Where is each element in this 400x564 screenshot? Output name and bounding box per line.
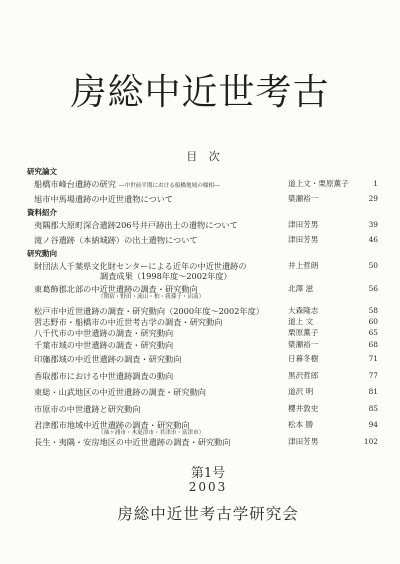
journal-title: 房総中近世考古 [70,72,330,113]
toc-entry [0,420,400,436]
entry-author: 栗原薫子 [288,328,319,337]
entry-title: 千葉市域の中世遺跡の調査・研究動向 [34,340,174,350]
entry-page: 46 [368,235,378,244]
entry-page: 56 [368,284,378,293]
entry-page: 102 [363,437,378,446]
entry-page: 1 [373,179,378,188]
entry-page: 77 [368,371,378,380]
entry-author: 北澤 滋 [288,284,314,293]
entry-author: 津田芳男 [288,235,319,244]
toc-entry [0,220,400,230]
entry-title: 滝ノ谷遺跡（本納城跡）の出土遺物について [34,235,198,245]
toc-entry [0,328,400,338]
toc-entry [0,387,400,397]
entry-title: 八千代市の中世遺跡の調査・研究動向 [34,328,174,338]
toc-entry [0,179,400,189]
section-heading-research-trends: 研究動向 [27,249,57,258]
entry-author: 大森隆志 [288,306,319,315]
entry-title: 香取郡市における中世遺跡調査の動向 [34,371,174,381]
publication-year: 2003 [188,480,228,494]
entry-subtitle: ―中世前半期における船橋地域の様相― [118,183,220,189]
entry-title: 市原市の中世遺跡と研究動向 [34,404,141,414]
entry-author: 簗瀬裕一 [288,194,319,203]
entry-page: 71 [368,354,378,363]
entry-title: 印旛郡域の中近世遺跡の調査・研究動向 [34,354,182,364]
section-heading-research-papers: 研究論文 [27,167,57,176]
toc-entry [0,235,400,245]
entry-title: 旭市中馬場遺跡の中近世遺物について [34,194,174,204]
toc-entry [0,261,400,281]
entry-page: 29 [368,194,378,203]
entry-page: 85 [368,404,378,413]
entry-title: 東総・山武地区の中近世遺跡の調査・研究動向 [34,387,206,397]
entry-author: 津田芳男 [288,437,319,446]
entry-page: 65 [368,328,378,337]
entry-title: 松戸市中近世遺跡の調査・研究動向（2000年度～2002年度） [34,306,264,316]
toc-entry [0,340,400,350]
entry-author: 道沢 明 [288,387,314,396]
entry-author: 道上 文 [288,317,314,326]
toc-entry [0,317,400,327]
toc-entry [0,354,400,364]
section-heading-material-reports: 資料紹介 [27,208,57,217]
entry-title: 東葛飾郡北部の中近世遺跡の調査・研究動向 [34,284,198,294]
entry-author: 櫻井敦史 [288,404,319,413]
entry-title-continuation: 調査成果（1998年度～2002年度） [100,271,232,281]
entry-title: 君津郡市地域中近世遺跡の調査・研究動向 [34,420,190,430]
entry-author: 日暮冬樹 [288,354,319,363]
entry-page: 50 [368,261,378,270]
entry-author: 簗瀬裕一 [288,340,319,349]
entry-title: 長生・夷隅・安房地区の中近世遺跡の調査・研究動向 [34,437,231,447]
entry-note: （関宿・野田・流山・柏・我孫子・沼南） [98,294,205,300]
entry-author: 井上哲朗 [288,261,319,270]
entry-page: 60 [368,317,378,326]
entry-title: 船橋市峰台遺跡の研究 ―中世前半期における船橋地域の様相― [34,179,220,189]
entry-page: 68 [368,340,378,349]
toc-entry [0,194,400,204]
entry-page: 94 [368,420,378,429]
entry-author: 松本 勝 [288,420,314,429]
entry-page: 81 [368,387,378,396]
entry-page: 39 [368,220,378,229]
entry-title: 財団法人千葉県文化財センターによる近年の中近世遺跡の [34,261,247,271]
toc-heading: 目 次 [186,150,224,163]
entry-author: 道上文・栗原薫子 [288,179,349,188]
toc-entry [0,437,400,447]
entry-title: 夷隅郡大原町深合遺跡206号井戸跡出土の遺物について [34,220,238,230]
toc-entry [0,404,400,414]
entry-title: 習志野市・船橋市の中近世考古学の調査・研究動向 [34,317,223,327]
toc-entry [0,284,400,300]
entry-page: 58 [368,306,378,315]
issue-number: 第1号 [190,466,226,481]
toc-entry [0,306,400,316]
entry-note: （袖ヶ浦市・木更津市・君津市・富津市） [98,430,205,436]
entry-author: 黒沢哲郎 [288,371,319,380]
entry-author: 津田芳男 [288,220,319,229]
toc-entry [0,371,400,381]
publisher-name: 房総中近世考古学研究会 [117,505,299,523]
